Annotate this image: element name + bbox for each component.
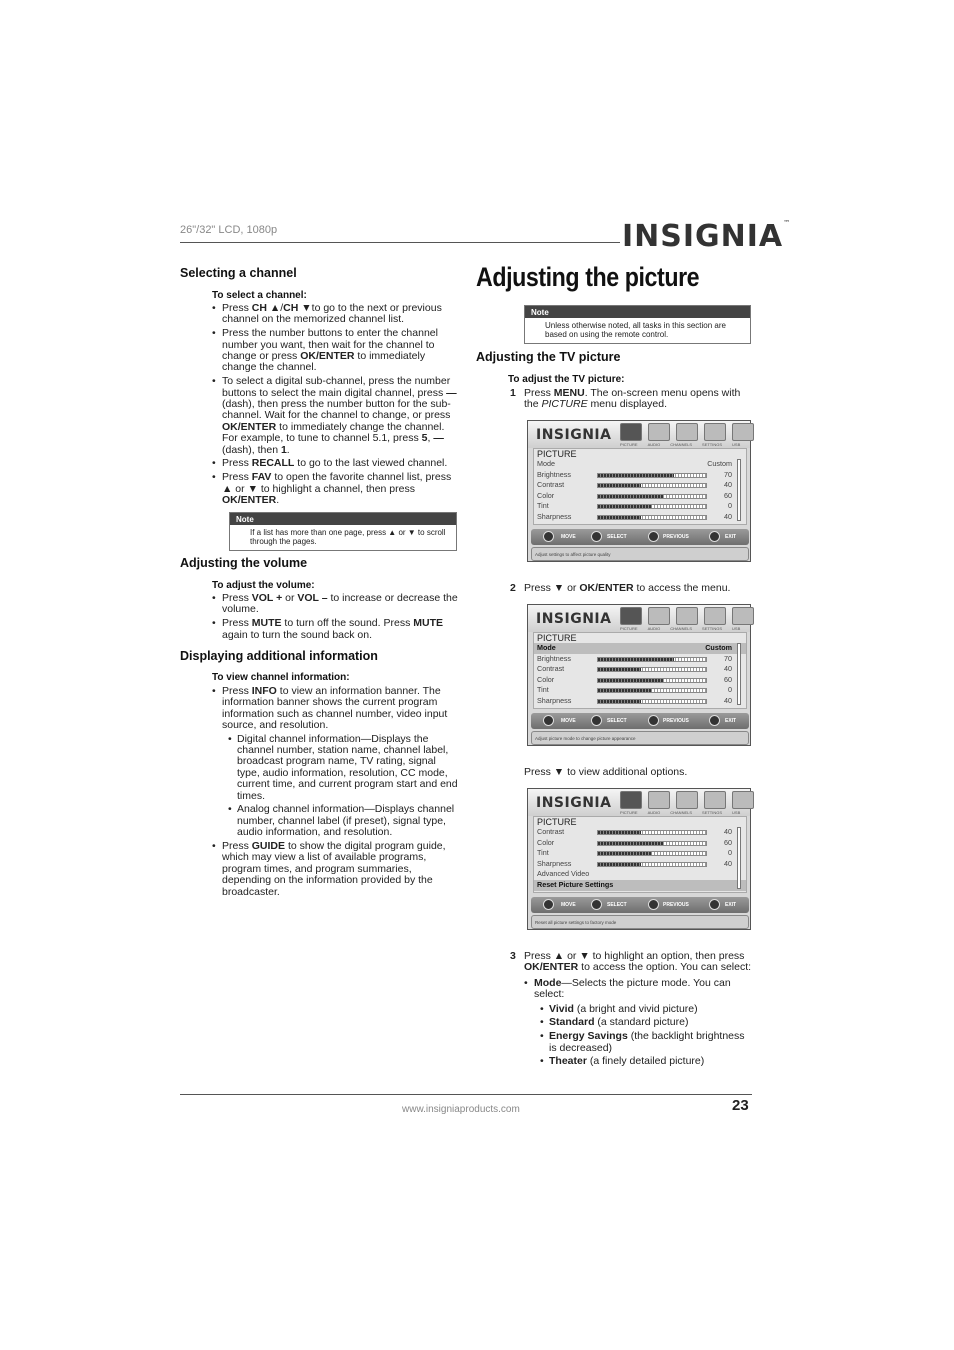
tv-menu-screenshot-2: INSIGNIA PICTURE AUDIO CHANNELS SETTINGS USB PICTURE Mode Custom Brightness 70 Contrast 40 Color 60 Tint 0 Sharpness 40 MOVE SELECT PREVIOUS EXIT Adjust picture mode to change picture appearance: [527, 604, 751, 746]
step-1: 1 Press MENU. The on-screen menu opens with the PICTURE menu displayed.: [510, 387, 741, 411]
tv-row: Sharpness 40: [537, 511, 732, 521]
list-item: • Press INFO to view an information banner. The information banner shows the current program information such as channel number, video input source, and resolution. • Digital channel information—Displays the channel number, station name, channel label, broadcast program name, TV rating, signal type, audio information, resolution, CC mode, current time, and current program start and end times. • Analog channel information—Displays channel number, channel label (if preset), signal type, audio information, and resolution.: [212, 686, 458, 839]
tv-row-mode: Mode Custom: [537, 459, 732, 468]
list-item: • Press VOL + or VOL – to increase or decrease the volume.: [212, 593, 458, 616]
selecting-list: [212, 303, 458, 509]
step-2-followup: Press ▼ to view additional options.: [524, 766, 688, 778]
running-header: 26"/32" LCD, 1080p: [180, 224, 278, 236]
usb-icon: [732, 791, 754, 809]
picture-icon: [620, 607, 642, 625]
tv-footer: MOVE SELECT PREVIOUS EXIT: [531, 897, 749, 913]
picture-icon: [620, 423, 642, 441]
volume-heading: Adjusting the volume: [180, 556, 308, 570]
tv-row: Sharpness 40: [537, 695, 732, 705]
tv-hint: Adjust picture mode to change picture appearance: [531, 731, 749, 745]
volume-list: [212, 593, 458, 643]
tv-row: Advanced Video: [537, 869, 590, 879]
usb-icon: [732, 423, 754, 441]
brand-logo: INSIGNIA™: [622, 219, 792, 254]
tv-hint: Reset all picture settings to factory mode: [531, 915, 749, 929]
tv-logo: INSIGNIA: [536, 427, 612, 443]
tv-row-reset: Reset Picture Settings: [534, 880, 746, 891]
tv-picture-heading: Adjusting the TV picture: [476, 350, 621, 364]
header-rule: [180, 242, 620, 243]
tv-menu-screenshot-1: INSIGNIA PICTURE AUDIO CHANNELS SETTINGS USB PICTURE Mode Custom Brightness 70 Contrast 40 Color 60 Tint 0 Sharpness 40 MOVE SELECT PREVIOUS EXIT Adjust settings to affect picture quality: [527, 420, 751, 562]
list-item: • Press FAV to open the favorite channel list, press ▲ or ▼ to highlight a channel, then press OK/ENTER.: [212, 472, 458, 506]
list-item: • Press the number buttons to enter the channel number you want, then wait for the channel to change or press OK/ENTER to immediately change the channel.: [212, 328, 458, 374]
list-item: • Mode—Selects the picture mode. You can select: • Vivid (a bright and vivid picture) • Standard (a standard picture) • Energy Savings (the backlight brightness is decreased) • Theater (a finely detailed picture): [524, 978, 752, 1068]
settings-icon: [704, 607, 726, 625]
step-3: 3 Press ▲ or ▼ to highlight an option, then press OK/ENTER to access the option. You can select: • Mode—Selects the picture mode. You can select: • Vivid (a bright and vivid picture) • Standard (a standard picture) • Energy Savings (the backlight brightness is decreased) • Theater (a finely detailed picture): [510, 951, 752, 1070]
note-text: If a list has more than one page, press ▲ or ▼ to scroll through the pages.: [250, 528, 446, 546]
tv-row: Contrast 40: [537, 664, 732, 674]
info-subheading: To view channel information:: [212, 672, 350, 683]
tv-footer: MOVE SELECT PREVIOUS EXIT: [531, 713, 749, 729]
tv-footer: MOVE SELECT PREVIOUS EXIT: [531, 529, 749, 545]
list-item: • Press RECALL to go to the last viewed channel.: [212, 458, 458, 469]
channels-icon: [676, 791, 698, 809]
tv-row: Contrast 40: [537, 827, 732, 836]
tv-row: Color 60: [537, 674, 732, 684]
page-number: 23: [732, 1097, 749, 1114]
channels-icon: [676, 423, 698, 441]
page-title: Adjusting the picture: [476, 262, 700, 292]
tv-row: Brightness 70: [537, 469, 732, 479]
volume-subheading: To adjust the volume:: [212, 580, 315, 591]
selecting-heading: Selecting a channel: [180, 266, 297, 280]
tv-row: Color 60: [537, 837, 732, 847]
tv-row: Tint 0: [537, 848, 732, 858]
selecting-subheading: To select a channel:: [212, 290, 307, 301]
list-item: • Digital channel information—Displays the channel number, station name, channel label, broadcast program name, TV rating, signal type, audio information, resolution, CC mode, current time, and current program start and end times.: [228, 734, 458, 802]
tv-row: Brightness 70: [537, 653, 732, 663]
tv-row-mode: Mode Custom: [534, 643, 746, 654]
picture-icon: [620, 791, 642, 809]
note-label: Note: [525, 306, 750, 318]
tv-logo: INSIGNIA: [536, 611, 612, 627]
list-item: • To select a digital sub-channel, press the number buttons to select the main digital channel, press — (dash), then press the number button for the sub-channel. Wait for the channel to change, or press OK/ENTER to immediately change the channel. For example, to tune to channel 5.1, press 5, — (dash), then 1.: [212, 376, 458, 456]
audio-icon: [648, 607, 670, 625]
tv-hint: Adjust settings to affect picture quality: [531, 547, 749, 561]
usb-icon: [732, 607, 754, 625]
list-item: • Press MUTE to turn off the sound. Press MUTE again to turn the sound back on.: [212, 618, 458, 641]
info-heading: Displaying additional information: [180, 649, 378, 663]
tv-row: Tint 0: [537, 501, 732, 511]
note-text: Unless otherwise noted, all tasks in this section are based on using the remote control.: [545, 321, 726, 339]
list-item: • Standard (a standard picture): [540, 1017, 752, 1028]
audio-icon: [648, 791, 670, 809]
settings-icon: [704, 423, 726, 441]
list-item: • Vivid (a bright and vivid picture): [540, 1004, 752, 1015]
list-item: • Theater (a finely detailed picture): [540, 1056, 752, 1067]
tv-menu-screenshot-3: INSIGNIA PICTURE AUDIO CHANNELS SETTINGS USB PICTURE Contrast 40 Color 60 Tint 0 Sharpness 40 Advanced Video Reset Picture Settings MOVE SELECT PREVIOUS EXIT Reset all picture settings to factory mode: [527, 788, 751, 930]
note-box: [524, 305, 751, 344]
info-list: [212, 686, 458, 900]
tv-row: Contrast 40: [537, 480, 732, 490]
footer-url: www.insigniaproducts.com: [402, 1104, 520, 1115]
list-item: • Press CH ▲/CH ▼to go to the next or previous channel on the memorized channel list.: [212, 303, 458, 326]
audio-icon: [648, 423, 670, 441]
channels-icon: [676, 607, 698, 625]
note-box: [229, 512, 457, 551]
step-2: 2 Press ▼ or OK/ENTER to access the menu.: [510, 582, 731, 594]
footer-rule: [180, 1094, 752, 1095]
tv-row: Sharpness 40: [537, 858, 732, 868]
tv-row: Tint 0: [537, 685, 732, 695]
tv-row: Color 60: [537, 490, 732, 500]
list-item: • Analog channel information—Displays channel number, channel label (if preset), signal type, audio information, and resolution.: [228, 804, 458, 838]
tv-picture-subheading: To adjust the TV picture:: [508, 374, 625, 385]
note-label: Note: [230, 513, 456, 525]
tv-logo: INSIGNIA: [536, 795, 612, 811]
list-item: • Press GUIDE to show the digital program guide, which may view a list of available programs, program times, and program summaries, depending on the information provided by the broadcaster.: [212, 841, 458, 898]
list-item: • Energy Savings (the backlight brightness is decreased): [540, 1031, 752, 1054]
settings-icon: [704, 791, 726, 809]
